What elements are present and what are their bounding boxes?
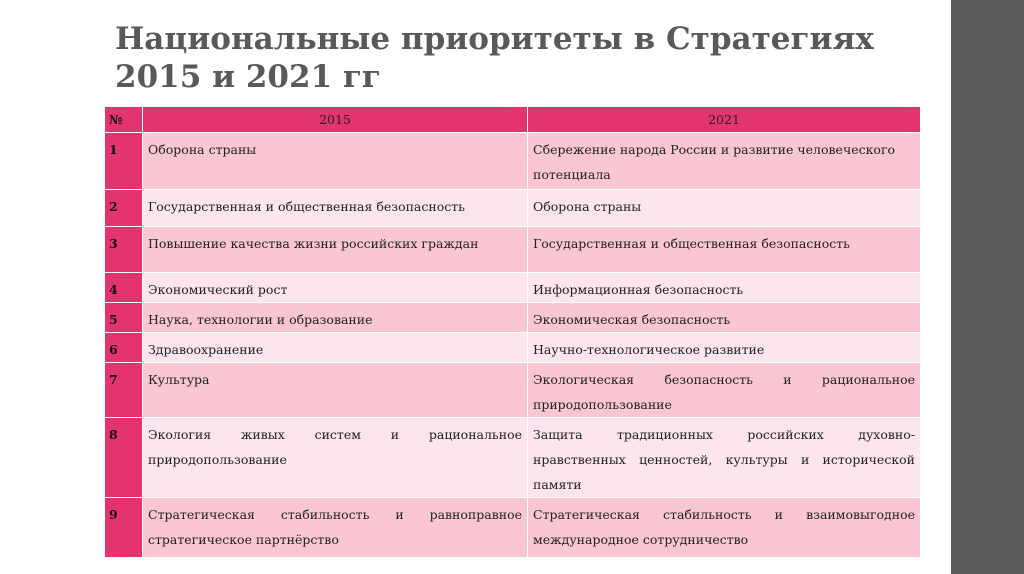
priority-2021: Оборона страны: [528, 190, 921, 227]
priority-2015: Экология живых систем и рациональное природопользование: [143, 418, 528, 498]
header-num: №: [105, 107, 143, 133]
priority-2021: Защита традиционных российских духовно-нравственных ценностей, культуры и исторической памяти: [528, 418, 921, 498]
row-num: 9: [105, 498, 143, 558]
table-row: [105, 418, 921, 498]
row-num: 2: [105, 190, 143, 227]
table-row: [105, 333, 921, 363]
side-bar: [951, 0, 1024, 574]
priority-2015: Оборона страны: [143, 133, 528, 190]
table-row: [105, 303, 921, 333]
header-2015: 2015: [143, 107, 528, 133]
header-2021: 2021: [528, 107, 921, 133]
priority-2021: Экологическая безопасность и рациональное природопользование: [528, 363, 921, 418]
row-num: 8: [105, 418, 143, 498]
table-header-row: [105, 107, 921, 133]
table-row: [105, 190, 921, 227]
priority-2015: Здравоохранение: [143, 333, 528, 363]
row-num: 5: [105, 303, 143, 333]
priority-2021: Экономическая безопасность: [528, 303, 921, 333]
table-row: [105, 227, 921, 273]
priority-2021: Научно-технологическое развитие: [528, 333, 921, 363]
table-row: [105, 273, 921, 303]
table-row: [105, 133, 921, 190]
priority-2015: Культура: [143, 363, 528, 418]
row-num: 6: [105, 333, 143, 363]
table-row: [105, 363, 921, 418]
priority-2021: Стратегическая стабильность и взаимовыгодное международное сотрудничество: [528, 498, 921, 558]
priority-2015: Экономический рост: [143, 273, 528, 303]
priority-2015: Государственная и общественная безопасность: [143, 190, 528, 227]
priority-2021: Сбережение народа России и развитие человеческого потенциала: [528, 133, 921, 190]
priority-2015: Повышение качества жизни российских граждан: [143, 227, 528, 273]
priority-2021: Государственная и общественная безопасность: [528, 227, 921, 273]
priority-2015: Стратегическая стабильность и равноправное стратегическое партнёрство: [143, 498, 528, 558]
row-num: 4: [105, 273, 143, 303]
slide-title: Национальные приоритеты в Стратегиях 2015 и 2021 гг: [115, 21, 874, 95]
table-row: [105, 498, 921, 558]
priorities-table: [104, 106, 921, 558]
priority-2021: Информационная безопасность: [528, 273, 921, 303]
row-num: 1: [105, 133, 143, 190]
row-num: 3: [105, 227, 143, 273]
row-num: 7: [105, 363, 143, 418]
priority-2015: Наука, технологии и образование: [143, 303, 528, 333]
